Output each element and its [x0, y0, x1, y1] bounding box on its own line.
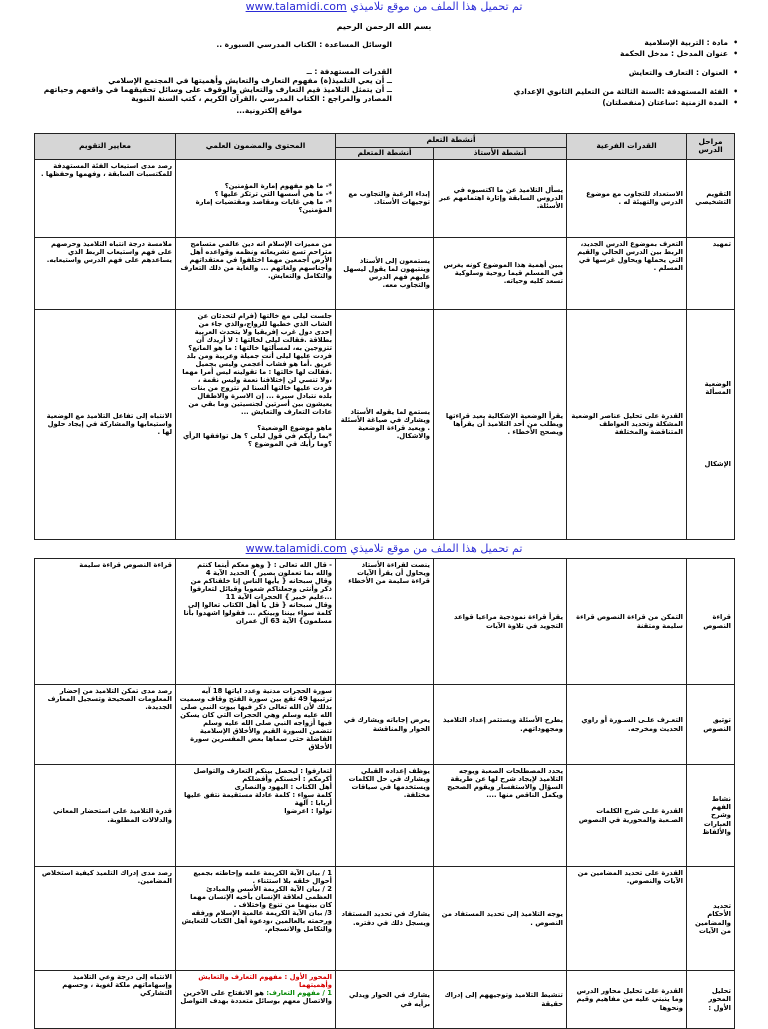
teacher-activity: يبين أهمية هذا الموضوع كونه يغرس في المسلم قيما روحية وسلوكية تسعد كليه وحياته.	[443, 261, 564, 286]
sub-capacity: التعرف بموضوع الدرس الجديد، الربط بين الدرس الحالي والقيم التي يحملها ويحاول غرسها في المسلم .	[577, 239, 684, 272]
stage-label: تحديد الأحكام والمضامين من الآيات	[694, 902, 731, 935]
info-subject: •مادة : التربية الإسلامية	[644, 38, 738, 47]
info-title: •العنوان : التعارف والتعايش	[628, 68, 738, 77]
learner-activity: يستمعون إلى الأستاذ وينتبهون لما يقول ليسهل عليهم فهم الدرس والتجاوب معه.	[343, 257, 431, 290]
teacher-activity: يسأل التلاميذ عن ما اكتسبوه في الدروس السابقة وإثارة اهتمامهم عبر الأسئلة.	[439, 186, 564, 211]
stage-label: الوضعية المسألة الإشكال	[704, 380, 732, 469]
lesson-table-1	[34, 133, 735, 540]
content-text: سورة الحجرات مدنية وعدد اياتها 18 آيه ترتيبها 49 تقع بين سورة الفتح وقاف وسميت بذلك لأن الله تعالى ذكر فيها بيوت النبي صلى الله عليه وسلم وهي الحجرات التي كان يسكن فيها أزواجه النبي صلى الله عليه وسلم تتضمن السورة القيم والأخلاق الإسلامية الفاضلة حتى سماها بعض المفسرين سورة الأخلاق	[179, 687, 332, 752]
content-text: لتعارفوا : ليحصل بينكم التعارف والتواصل أكرمكم : أحسنكم وأفضلكم أهل الكتاب : اليهود والنصارى كلمة سواء : كلمة عادلة مستقيمة نتفق عليها أربابا : آلهة تولوا : اعرضوا	[183, 767, 332, 816]
learner-activity: يستمع لما يقوله الأستاذ ويشارك في صياغة الأسئلة . ويعيد قراءة الوضعية والاشكال.	[340, 408, 431, 441]
info-aids: الوسائل المساعدة : الكتاب المدرسي السبورة ..	[216, 40, 392, 49]
stage-label: التقويم التشخيصي	[695, 190, 732, 207]
info-level: •الفئة المستهدفة :السنة الثالثة من التعليم الثانوي الإعدادي	[513, 87, 738, 96]
eval-criteria: رصد مدى استيعاب الفئة المستهدفة للمكتسبات السابقة ، وفهمها وحفظها .	[40, 161, 172, 178]
learner-activity: يعرض إجاباته ويشارك في الحوار والمناقشة	[343, 716, 430, 733]
eval-criteria: الانتباه إلى درجة وعي التلاميذ وإسهاماتهم ملكة لغوية ، وحسهم التشاركي	[62, 973, 172, 998]
content-text: من مميزات الإسلام انه دين عالمي متسامح متراحم تسع تشريعاته ونظمه وقواعده أهل الأرض أجمعين مهما اختلفوا في معتقداتهم وأجناسهم ولغاتهم ... والغاية من ذلك التعارف والتكامل والتعايش.	[180, 239, 332, 280]
stage-label: تمهيد	[712, 239, 732, 248]
sub-capacity: التمكن من قراءة النصوص قراءة سليمة ومتقنة	[576, 613, 683, 630]
info-sources-2: مواقع إلكترونية...	[236, 106, 302, 115]
teacher-activity: يوجه التلاميذ إلى تحديد المستفاد من النصوص .	[441, 910, 563, 927]
table-row	[35, 685, 735, 765]
teacher-activity: تنشيط التلاميذ وتوجيههم إلى إدراك حقيقة	[444, 991, 563, 1008]
lesson-info	[498, 38, 738, 118]
table-row	[35, 971, 735, 1029]
header-stages: مراحل الدرس	[687, 134, 735, 160]
info-capacity-2: ــ أن يتمثل التلاميذ قيم التعارف والتعايش والوقوف على وسائل تحقيقهما في واقعهم وحياتهم	[43, 85, 392, 94]
info-duration: •المدة الزمنية :ساعتان (منفصلتان)	[602, 98, 738, 107]
content-text: - قال الله تعالى : { وهو معكم أينما كنتم والله بما تعملون بصير } الحديد الآية 4 وقال سبحانه { يأيها الناس إنا خلقناكم من ذكر وأنثى وجعلناكم شعوبا وقبائل لتعارفوا ...عليم خبير } الحجرات الآية 11 وقال سبحانه { قل يا أهل الكتاب تعالوا إلى كلمة سواء بيننا وبينكم ... فقولوا اشهدوا بأنا مسلمون} الآية 63 آل عمران	[183, 561, 332, 626]
header-content: المحتوى والمضمون العلمي	[176, 134, 336, 160]
header-teacher: أنشطة الأستاذ	[434, 148, 567, 160]
table-row	[35, 559, 735, 685]
info-sources: المصادر والمراجع : الكتاب المدرسي ،القرآن الكريم ، كتب السنة النبوية	[131, 94, 392, 103]
lesson-table-2	[34, 558, 735, 1029]
teacher-activity: يحدد المصطلحات الصعبة ويوجه التلاميذ لإيجاد شرح لها عن طريقة السؤال والاستفسار ويقوم الصحيح ويكمل الناقص منها ....	[447, 767, 563, 800]
stage-label: قراءة النصوص	[703, 613, 731, 630]
learner-activity: يوظف إعداده القبلي ويشارك في حل الكلمات ويستخدمها في سياقات مختلفة.	[348, 767, 430, 800]
sub-capacity: القدرة على تحليل عناصر الوضعية المشكلة وتحديد العواطف المتناقضة والمختلفة	[571, 412, 684, 437]
stage-label: تحليل المحور الأول :	[708, 987, 731, 1012]
table-row	[35, 867, 735, 971]
learner-activity: ينصت لقراءة الأستاذ ويحاول أن يقرأ الآيات قراءة سليمة من الأخطاء	[348, 561, 430, 586]
eval-criteria: قراءة النصوص قراءة سليمة	[79, 561, 172, 569]
axis-title: المحور الأول : مفهوم التعارف والتعايش وأهميتهما	[198, 973, 332, 990]
watermark-url[interactable]: www.talamidi.com	[245, 542, 347, 555]
learner-activity: إبداء الرغبة والتجاوب مع توجيهات الأستاذ.	[348, 190, 431, 207]
sub-capacity: القدرة على تحليل محاور الدرس وما ينبني عليه من مفاهيم وقيم ونحوها	[576, 987, 683, 1012]
info-entry: •عنوان المدخل : مدخل الحكمة	[620, 49, 738, 58]
teacher-activity: يقرأ قراءة نموذجية مراعيا قواعد التجويد في تلاوة الآيات	[454, 613, 563, 630]
sub-capacity: التعـرف علـى السـورة أو راوي الحديث ومخرجه.	[581, 716, 683, 733]
header-activities: أنشطة التعلم	[336, 134, 567, 148]
content-text: *- ما هو مفهوم إمارة المؤمنين؟ *- ما هي أسسها التي ترتكز عليها ؟ *- ما هي غايات ومقاصد ومقتضيات إمارة المؤمنين؟	[195, 182, 332, 215]
watermark-middle	[0, 542, 768, 555]
concept-heading: 1 / مفهوم التعارف:	[266, 989, 332, 998]
watermark-top	[0, 0, 768, 13]
lesson-info-left	[32, 40, 392, 120]
eval-criteria: الانتباه إلى تفاعل التلاميذ مع الوضعية واستيعابها والمشاركة في إيجاد حلول لها .	[46, 412, 172, 437]
header-sub-caps: القدرات الفرعية	[567, 134, 687, 160]
table-row	[35, 765, 735, 867]
table-row	[35, 159, 735, 237]
watermark-url[interactable]: www.talamidi.com	[245, 0, 347, 13]
basmala: بسم الله الرحمن الرحيم	[336, 22, 432, 31]
teacher-activity: يطرح الأسئلة ويستثمر إعداد التلاميذ ومجهوداتهم.	[443, 716, 563, 733]
info-capacity-1: ــ أن يعي التلميذ(ة) مفهوم التعارف والتعايش وأهميتها في المجتمع الإسلامي	[108, 76, 392, 85]
watermark-text: تم تحميل هذا الملف من موقع تلاميذي	[350, 0, 523, 13]
table-row	[35, 237, 735, 309]
info-capacities-title: القدرات المستهدفة : ــ	[306, 67, 392, 76]
content-text: 1 / بيان الآية الكريمة علمه وإحاطته بجميع أحوال خلقه بلا استثناء . 2 / بيان الآية الكريمة الأسس والمبادئ العظمى لعلاقة الإنسان بأخيه الإنسان مهما كان بينهما من تنوع واختلاف . 3/ بيان الآية الكريمة عالمية الإسلام ورفقه ورحمته بالعالمين ،ودعوة أهل الكتاب للتعايش والتكامل والانسجام.	[181, 869, 332, 934]
eval-criteria: قدرة التلاميذ على استحضار المعاني والدلالات المطلوبة.	[53, 807, 172, 824]
watermark-text: تم تحميل هذا الملف من موقع تلاميذي	[350, 542, 523, 555]
learner-activity: يشارك في الحوار ويدلي برأيه في	[348, 991, 430, 1008]
header-learner: أنشطة المتعلم	[336, 148, 434, 160]
learner-activity: يشارك في تحديد المستفاد ويسجل ذلك في دفتره.	[341, 910, 430, 927]
content-text: هو الانفتاح على الآخرين والاتصال معهم بوسائل متعددة بهدف التواصل	[180, 989, 332, 1006]
eval-criteria: رصد مدى إدراك التلميذ كيفية استخلاص المضامين.	[41, 869, 172, 886]
teacher-activity: يقرأ الوضعية الإشكالية بعيد قراءتها ويطلب من أحد التلاميذ أن يقرأها ويصحح الأخطاء .	[445, 412, 564, 437]
eval-criteria: رصد مدى تمكن التلاميذ من إحضار المعلومات الصحيحة وتسجيل المعارف الجديدة.	[47, 687, 172, 712]
header-eval: معايير التقويم	[35, 134, 176, 160]
eval-criteria: ملامسة درجة انتباه التلاميذ وحرصهم على فهم واستيعاب الربط الذي يساعدهم على فهم الدرس واستيعابه.	[46, 239, 172, 264]
table-row	[35, 309, 735, 539]
sub-capacity: الاستعداد للتجاوب مع موضوع الدرس والتهيئة له .	[586, 190, 684, 207]
content-text: جلست ليلى مع خالتها (فرام لتحدثان عن الشاب الذي خطبها للزواج،والذي جاء من إحدى دول غرب إفريقيا ولا يتحدث العربية بطلاقة .فقالت ليلى لخالتها : لا أريدك أن تتزوجين به، لمسألتها خالتها : ما هو المانع؟ فردت عليها ليلى أنت جميلة وعربية ومن بلد عريق .أما هو فشاب أعجمي وليس بجميل .فقالت لها خالتها : ما تقولينه ليس أمرا مهما ،ولا تنسي لن إختلافنا نعمة وليس نقمة ، فردت عليها خالتها ألسنا لم نتزوج من بنات بلده نتبادل سيرة ... إن الاسرة والاطفال يعيشون بين أسرتين لجنسيتين وما بقي من عادات التعارف والتعايش ... ماهو موضوع الوضعية؟ *بما رأيكم في قول ليلى ؟ هل توافقها الرأي ؟وما رأيك في الموضوع ؟	[182, 311, 332, 449]
sub-capacity: القدرة على تحديد المضامين من الآيات والنصوص.	[577, 869, 683, 886]
stage-label: نشاط الفهم وشرح العبارات والألفاظ	[702, 795, 731, 836]
stage-label: توثيق النصوص	[703, 716, 731, 733]
sub-capacity: القدرة علـى شرح الكلمات الصـعبة والمحورية في النصوص	[578, 807, 683, 824]
